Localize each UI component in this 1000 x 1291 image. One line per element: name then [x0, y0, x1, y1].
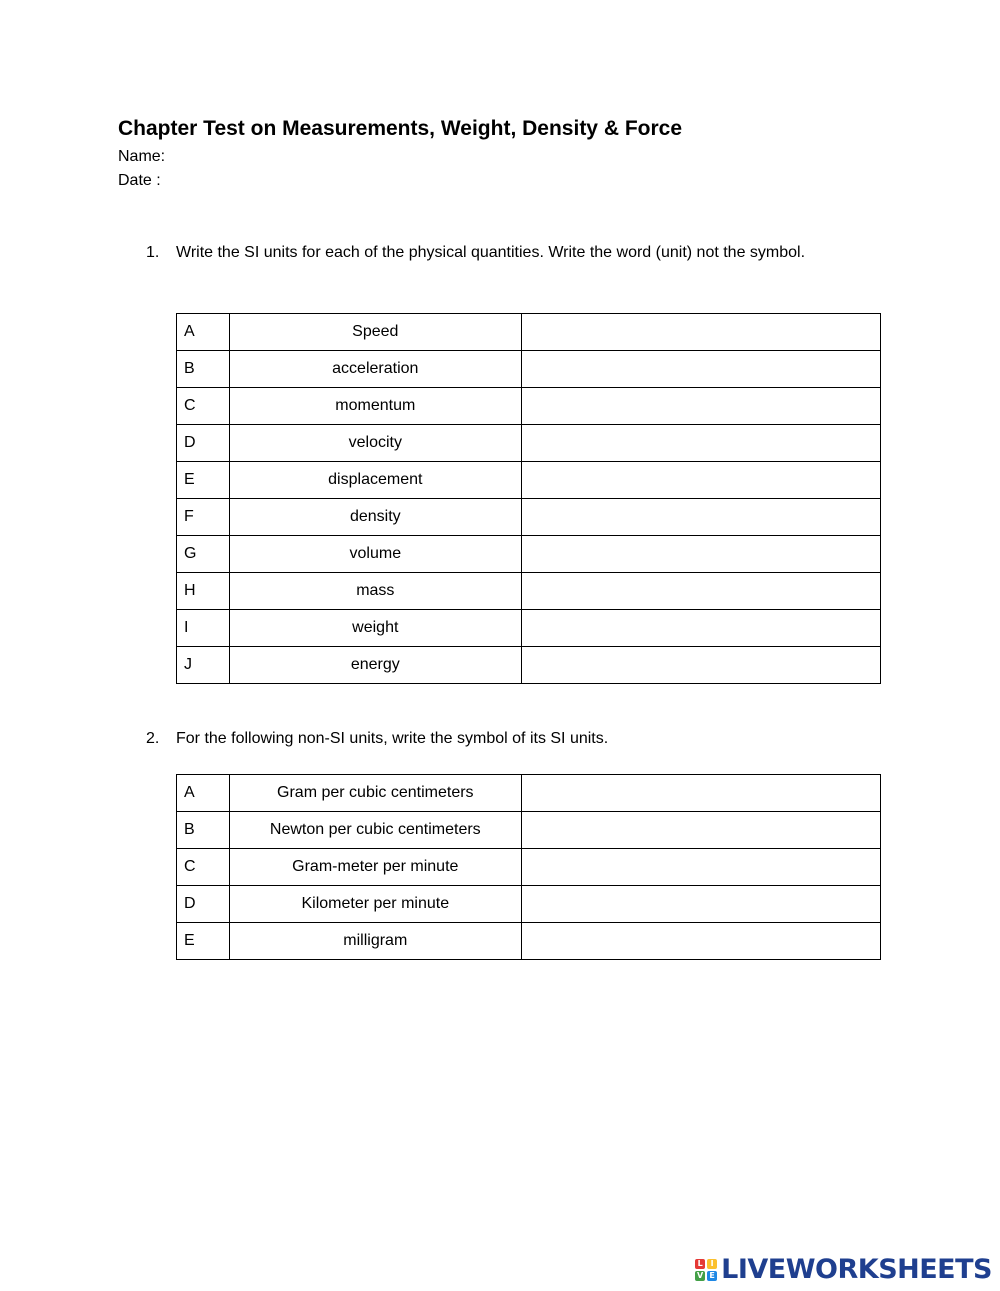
- table-row: [177, 573, 881, 610]
- row-quantity: acceleration: [229, 351, 521, 388]
- row-letter: H: [177, 573, 230, 610]
- logo-tile: I: [707, 1259, 717, 1269]
- row-quantity: weight: [229, 610, 521, 647]
- row-letter: J: [177, 647, 230, 684]
- row-quantity: velocity: [229, 425, 521, 462]
- table-row: [177, 849, 881, 886]
- answer-cell[interactable]: [521, 499, 880, 536]
- row-letter: D: [177, 886, 230, 923]
- table-row: [177, 647, 881, 684]
- answer-input[interactable]: [522, 887, 880, 921]
- row-letter: C: [177, 849, 230, 886]
- row-quantity: Newton per cubic centimeters: [229, 812, 521, 849]
- question-2: [146, 727, 846, 751]
- answer-cell[interactable]: [521, 775, 880, 812]
- row-letter: E: [177, 923, 230, 960]
- row-quantity: momentum: [229, 388, 521, 425]
- row-letter: B: [177, 812, 230, 849]
- row-quantity: density: [229, 499, 521, 536]
- answer-input[interactable]: [522, 776, 880, 810]
- question-1-number: 1.: [146, 244, 160, 261]
- name-label: Name:: [118, 148, 166, 165]
- row-quantity: displacement: [229, 462, 521, 499]
- table-row: [177, 610, 881, 647]
- row-quantity: Speed: [229, 314, 521, 351]
- answer-cell[interactable]: [521, 536, 880, 573]
- si-units-table: [176, 313, 881, 684]
- table-row: [177, 388, 881, 425]
- row-letter: F: [177, 499, 230, 536]
- liveworksheets-logo-text: LIVEWORKSHEETS: [721, 1254, 992, 1285]
- logo-tile: L: [695, 1259, 705, 1269]
- answer-input[interactable]: [522, 813, 880, 847]
- question-1-text: Write the SI units for each of the physical quantities. Write the word (unit) not the symbol.: [176, 244, 806, 261]
- table-row: [177, 351, 881, 388]
- answer-cell[interactable]: [521, 462, 880, 499]
- row-quantity: Gram per cubic centimeters: [229, 775, 521, 812]
- table-row: [177, 499, 881, 536]
- answer-cell[interactable]: [521, 351, 880, 388]
- answer-cell[interactable]: [521, 812, 880, 849]
- row-letter: I: [177, 610, 230, 647]
- table-row: [177, 923, 881, 960]
- answer-input[interactable]: [522, 315, 880, 349]
- question-2-number: 2.: [146, 730, 160, 747]
- logo-tile: V: [697, 1270, 704, 1280]
- row-letter: C: [177, 388, 230, 425]
- answer-input[interactable]: [522, 850, 880, 884]
- table-row: [177, 775, 881, 812]
- answer-cell[interactable]: [521, 886, 880, 923]
- answer-cell[interactable]: [521, 573, 880, 610]
- table-row: [177, 886, 881, 923]
- answer-cell[interactable]: [521, 923, 880, 960]
- answer-input[interactable]: [522, 924, 880, 958]
- row-quantity: mass: [229, 573, 521, 610]
- answer-input[interactable]: [522, 537, 880, 571]
- table-row: [177, 812, 881, 849]
- date-label: Date :: [118, 172, 161, 189]
- non-si-units-table: [176, 774, 881, 960]
- answer-cell[interactable]: [521, 849, 880, 886]
- table-row: [177, 462, 881, 499]
- answer-input[interactable]: [522, 352, 880, 386]
- liveworksheets-logo-icon: [695, 1259, 717, 1281]
- question-2-text: For the following non-SI units, write the symbol of its SI units.: [176, 730, 609, 747]
- row-letter: E: [177, 462, 230, 499]
- answer-input[interactable]: [522, 648, 880, 682]
- row-letter: D: [177, 425, 230, 462]
- row-quantity: Kilometer per minute: [229, 886, 521, 923]
- liveworksheets-logo: [695, 1254, 992, 1285]
- table-row: [177, 536, 881, 573]
- table-row: [177, 314, 881, 351]
- worksheet-title: Chapter Test on Measurements, Weight, Density & Force: [118, 117, 683, 140]
- table-row: [177, 425, 881, 462]
- answer-cell[interactable]: [521, 610, 880, 647]
- answer-input[interactable]: [522, 611, 880, 645]
- answer-input[interactable]: [522, 426, 880, 460]
- row-letter: G: [177, 536, 230, 573]
- row-quantity: milligram: [229, 923, 521, 960]
- row-letter: A: [177, 314, 230, 351]
- answer-cell[interactable]: [521, 314, 880, 351]
- answer-input[interactable]: [522, 500, 880, 534]
- row-letter: B: [177, 351, 230, 388]
- answer-input[interactable]: [522, 463, 880, 497]
- answer-input[interactable]: [522, 574, 880, 608]
- question-1: [146, 241, 846, 265]
- logo-tile: E: [707, 1271, 717, 1281]
- row-quantity: Gram-meter per minute: [229, 849, 521, 886]
- answer-cell[interactable]: [521, 425, 880, 462]
- answer-cell[interactable]: [521, 647, 880, 684]
- row-quantity: energy: [229, 647, 521, 684]
- row-quantity: volume: [229, 536, 521, 573]
- answer-cell[interactable]: [521, 388, 880, 425]
- answer-input[interactable]: [522, 389, 880, 423]
- row-letter: A: [177, 775, 230, 812]
